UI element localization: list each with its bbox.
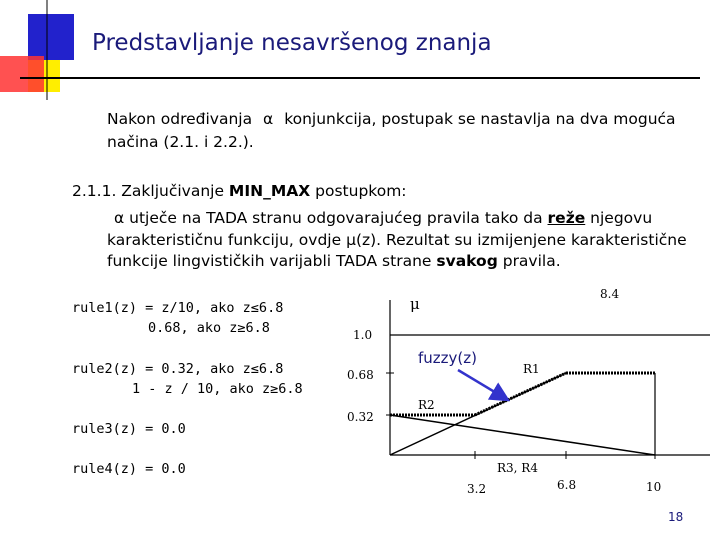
- intro-line-2: načina (2.1. i 2.2.).: [107, 133, 254, 151]
- section-text: funkcije lingvističkih varijabli TADA strane: [107, 252, 437, 270]
- x-label-10: 10: [646, 480, 662, 494]
- deco-red-square: [0, 56, 44, 92]
- section-heading: [72, 180, 407, 202]
- intro-text-a: Nakon određivanja: [107, 110, 253, 128]
- y-label-1: 1.0: [353, 328, 373, 342]
- r2-fall-line: [390, 415, 655, 455]
- x-label-32: 3.2: [467, 482, 487, 496]
- y-label-068: 0.68: [347, 368, 374, 382]
- section-line-3: [107, 250, 561, 272]
- mu-symbol: μ: [346, 231, 356, 249]
- underlined-word: reže: [547, 209, 586, 227]
- section-line-2: [107, 229, 687, 251]
- deco-blue-square: [28, 14, 74, 60]
- slide-title: Predstavljanje nesavršenog znanja: [92, 30, 492, 56]
- section-text: njegovu: [585, 209, 653, 227]
- title-underline: [20, 77, 700, 79]
- fuzzy-arrow: [458, 370, 508, 400]
- rule4-line: rule4(z) = 0.0: [72, 461, 186, 477]
- heading-text-post: postupkom:: [310, 182, 407, 200]
- heading-text: 2.1.1. Zaključivanje: [72, 182, 229, 200]
- r2-label: R2: [418, 398, 435, 412]
- fuzzy-label: fuzzy(z): [418, 349, 477, 367]
- rule1-line-b: 0.68, ako z≥6.8: [148, 320, 270, 336]
- r1-label: R1: [523, 362, 540, 376]
- rule3-line: rule3(z) = 0.0: [72, 421, 186, 437]
- membership-graph: [330, 280, 720, 510]
- r34-label: R3, R4: [497, 461, 538, 475]
- section-line-1: [114, 207, 652, 229]
- rule1-line-a: rule1(z) = z/10, ako z≤6.8: [72, 300, 284, 316]
- page-number: 18: [668, 510, 684, 524]
- mu-axis-label: μ: [410, 295, 420, 313]
- intro-text-b: konjunkcija, postupak se nastavlja na dva moguća: [284, 110, 676, 128]
- rule2-line-a: rule2(z) = 0.32, ako z≤6.8: [72, 361, 284, 377]
- alpha-symbol-2: α: [114, 209, 125, 227]
- section-text: (z). Rezultat su izmijenjene karakteristične: [355, 231, 687, 249]
- rule2-line-b: 1 - z / 10, ako z≥6.8: [132, 381, 303, 397]
- top-value-label: 8.4: [600, 287, 620, 301]
- y-label-032: 0.32: [347, 410, 374, 424]
- bold-word: svakog: [436, 252, 498, 270]
- section-text: pravila.: [497, 252, 561, 270]
- alpha-symbol: α: [263, 110, 274, 128]
- section-text: utječe na TADA stranu odgovarajućeg pravila tako da: [124, 209, 548, 227]
- x-label-68: 6.8: [557, 478, 577, 492]
- intro-line-1: [107, 108, 676, 130]
- heading-bold: MIN_MAX: [228, 182, 311, 200]
- corner-decoration: [0, 0, 80, 100]
- section-text: karakterističnu funkciju, ovdje: [107, 231, 347, 249]
